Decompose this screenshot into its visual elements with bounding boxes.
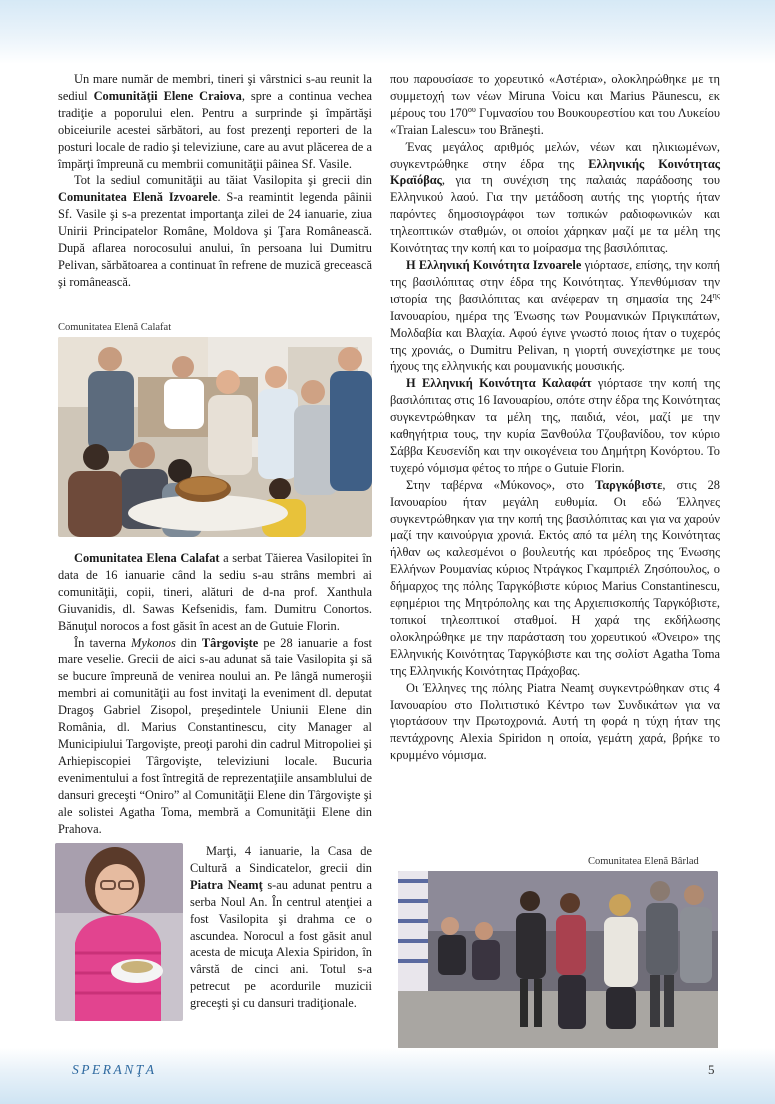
photo-caption-calafat: Comunitatea Elenă Calafat — [58, 322, 172, 333]
photo-calafat — [58, 337, 372, 537]
left-column-lower — [58, 550, 372, 837]
magazine-title: SPERANŢA — [72, 1062, 157, 1077]
header-gradient-band — [0, 0, 775, 64]
right-column — [390, 71, 720, 764]
paragraph-greek-craiova: Ένας μεγάλος αριθμός μελών, νέων και ηλικιωμένων, συγκεντρώθηκε στην έδρα της Ελληνικής Κοινότητας Κραϊόβας, για τη συνέχιση της παλαιάς παράδοσης του Ελληνικού λαού. Για την μετάδοση αυτής της γιορτής ήταν παρόντες δημοσιογράφοι των τοπικών ραδιοφωνικών και τηλεοπτικών σταθμών, οι οποίοι χάρηκαν μαζί με τα μέλη της Κοινότητας την κοπή και το μοίρασμα της βασιλόπιτας. — [390, 139, 720, 256]
paragraph-greek-targoviste: Στην ταβέρνα «Μύκονος», στο Ταργκόβιστε, στις 28 Ιανουαρίου ήταν μεγάλη ευθυμία. Οι εδώ Έλληνες συγκεντρώθηκαν για την κοπή της βασιλόπιτας και για να χαρούν μαζί την καινούργια χρονιά. Εκτός από τα μέλη της Κοινότητας ήλθαν ως καλεσμένοι ο βουλευτής και πρόεδρος της Ένωσης Ελλήνων Ρουμανίας κύριος Ντράγκος Γκαμπριέλ Ζησόπουλος, ο δήμαρχος της πόλης Ταργκόβιστε κύριος Marius Constantinescu, εφημέριοι της Μητρόπολης και της Αρχιεπισκοπής Ταργκόβιστε, τοπικοί τηλεοπτικοί σταθμοί. Η χαρά της εκδήλωσης ολοκληρώθηκε με την παράσταση του χορευτικού «Όνειρο» της Ελληνικής Κοινότητας Ταργκόβιστε και της σολίστ Agatha Toma της Ελληνικής Κοινότητας Πράχοβας. — [390, 477, 720, 678]
paragraph-greek-piatra-neamt: Οι Έλληνες της πόλης Piatra Neamţ συγκεντρώθηκαν στις 4 Ιανουαρίου στο Πολιτιστικό Κέντρο των Συνδικάτων για να γιορτάσουν την Πρωτοχρονιά. Αυτή τη φορά η τύχη ήταν της πεντάχρονης Alexia Spiridon η οποία, γεμάτη χαρά, βρήκε το κρυμμένο νόμισμα. — [390, 680, 720, 763]
paragraph-calafat: Comunitatea Elena Calafat a serbat Tăierea Vasilopitei în data de 16 ianuarie când la sediu s-au strâns membri ai comunităţii, copii, tineri, alături de d-na prof. Xanthula Giuvanidis, dl. Sawas Kefsenidis, fam. Dumitru Conortos. Bănuţul norocos a fost găsit în acest an de Gutuie Florin. — [58, 551, 372, 633]
paragraph-craiova: Un mare număr de membri, tineri şi vârstnici s-au reunit la sediul Comunităţii Elene Craiova, spre a continua vechea tradiţie a poporului elen. Pentru a surprinde şi împărtăşi obiceiurile acestei sărbători, au fost prezenţi reporteri de la posturi locale de radio şi televiziune, care au avut plăcerea de a împărţi împreună cu membrii comunităţii pâinea Sf. Vasile. — [58, 72, 372, 171]
paragraph-greek-asteria: που παρουσίασε το χορευτικό «Αστέρια», ολοκληρώθηκε με τη συμμετοχή των νέων Miruna Voicu και Marius Păunescu, εκ μέρους του $170^{o\upsilon}$ Γυμνασίου του Βουκουρεστίου και του Λυκείου «Traian Lalescu» του Brăneşti. — [390, 72, 720, 137]
photo-barlad — [398, 871, 718, 1049]
paragraph-izvoarele: Tot la sediul comunităţii au tăiat Vasilopita şi grecii din Comunitatea Elenă Izvoarele. S-a reamintit legenda pâinii Sf. Vasile şi s-a prezentat importanţa zilei de 24 ianuarie, ziua Unirii Principatelor Române, Moldova şi Ţara Românească. După aflarea norocosului anului, în persoana lui Dumitru Pelivan, sărbătoarea a continuat în refrene de muzică grecească şi românească. — [58, 173, 372, 289]
photo-piatra-neamt-girl — [55, 843, 183, 1021]
paragraph-piatra-neamt: Marţi, 4 ianuarie, la Casa de Cultură a Sindicatelor, grecii din Piatra Neamţ s-au adunat pentru a serba Noul An. În centrul atenţiei a fost Vasilopita şi drahma ce o ascundea. Norocul a fost găsit anul acesta de micuţa Alexia Spiridon, în vârstă de cinci ani. Totul s-a petrecut pe acordurile muzicii greceşti şi cu dansuri tradiţionale. — [190, 844, 372, 1011]
photo-caption-barlad: Comunitatea Elenă Bârlad — [588, 856, 699, 867]
left-column — [58, 71, 372, 291]
page-number: 5 — [708, 1062, 715, 1077]
paragraph-greek-calafat: Η Ελληνική Κοινότητα Καλαφάτ γιόρτασε την κοπή της βασιλόπιτας στις 16 Ιανουαρίου, οπότε στην έδρα της Κοινότητας συγκεντρώθηκαν τα μέλη της, παιδιά, νέοι, μαζί με την καθηγήτρια τους, την κυρία Ξανθούλα Τζουβανίδου, τον κύριο Σάββα Κευσενίδη και την οικογένεια του Δημήτρη Κονόρτου. Το τυχερό νόμισμα φέτος το πήρε ο Gutuie Florin. — [390, 376, 720, 475]
paragraph-greek-izvoarele: Η Ελληνική Κοινότητα Izvoarele γιόρτασε, επίσης, την κοπή της βασιλόπιτας στην έδρα της Κοινότητας. Υπενθύμισαν την ιστορία της βασιλόπιτας και ανέφεραν τη σημασία της $24^{\eta\varsigma}$ Ιανουαρίου, ημέρα της Ένωσης των Ρουμανικών Πριγκιπάτων, Μολδαβία και Βλαχία. Αφού έγινε γνωστό ποιος ήταν ο τυχερός της χρονιάς, ο Dumitru Pelivan, η γιορτή συνεχίστηκε με τους ήχους της ελληνικής και ρουμανικής μουσικής. — [390, 257, 720, 374]
paragraph-targoviste: În taverna Mykonos din Târgovişte pe 28 ianuarie a fost mare veselie. Grecii de aici s-au adunat să taie Vasilopita şi să se bucure împreună de venirea noului an. Pe lângă numeroşii membri ai comunităţii au fost invitaţi la eveniment dl. deputat Dragoş Gabriel Zisopol, preşedintele Uniunii Elene din România, dl. Marius Constantinescu, city Manager al Municipiului Targovişte, preoţi parohi din cadrul Mitropoliei şi Arhiepiscopiei Târgovişte, televiziuni locale. Bucuria evenimentului a fost întregită de reprezentaţiile ansamblului de dansuri greceşti “Oniro” al Comunităţii Elene din Târgovişte şi ale solistei Agatha Toma, membră a Comunităţii Elene din Prahova. — [58, 635, 372, 836]
